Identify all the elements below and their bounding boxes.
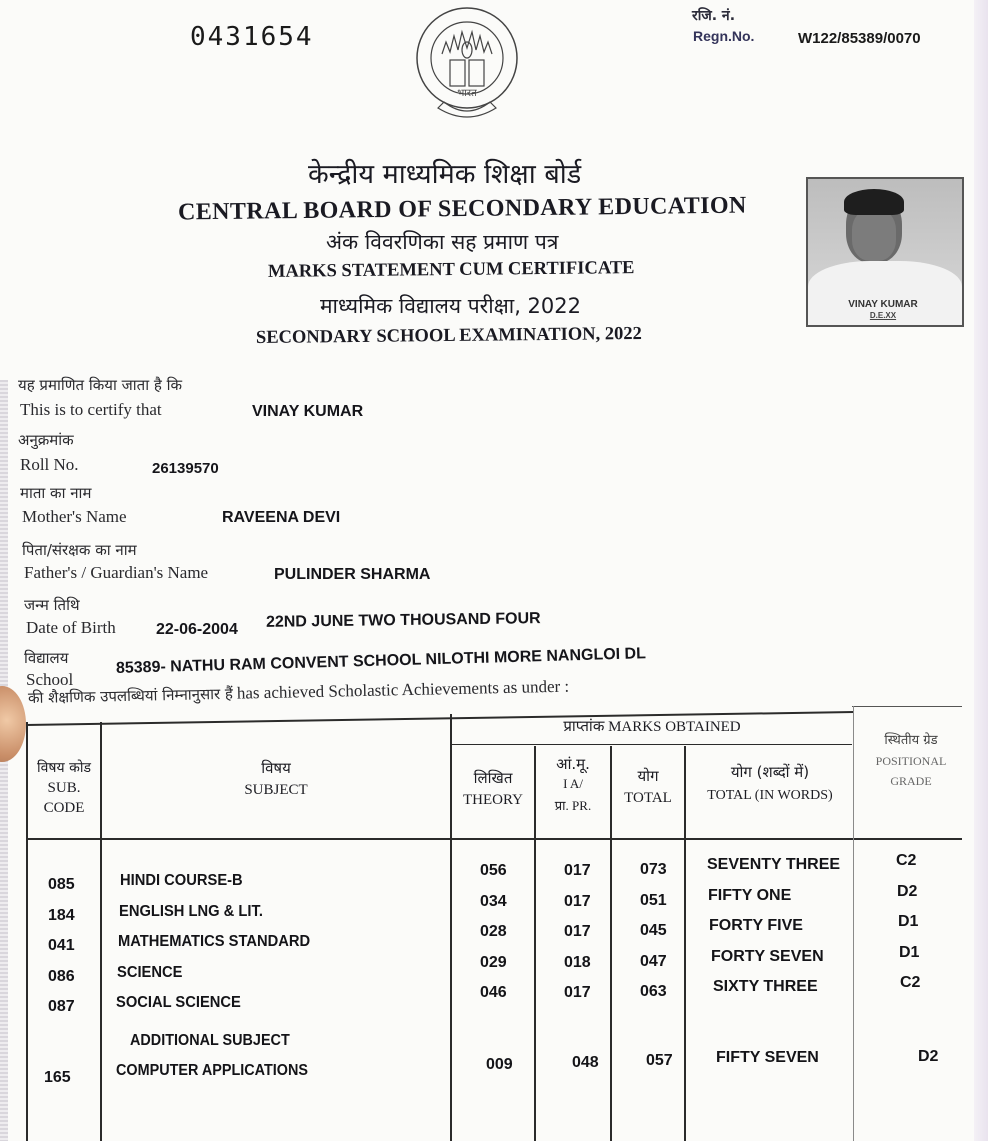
cell-grade: D2 xyxy=(897,882,918,900)
cell-total: 047 xyxy=(640,952,667,970)
regn-label-hindi: रजि. नं. xyxy=(692,8,736,24)
cell-grade: D2 xyxy=(918,1048,939,1065)
cell-theory: 056 xyxy=(480,862,507,879)
cbse-seal-logo xyxy=(414,2,520,120)
paper-edge-shadow xyxy=(974,0,988,1141)
cell-subject: ENGLISH LNG & LIT. xyxy=(119,902,263,920)
achievement-hindi: की शैक्षणिक उपलब्धियां निम्नानुसार हैं xyxy=(27,684,234,707)
cell-subject: HINDI COURSE-B xyxy=(120,872,243,889)
cell-total: 073 xyxy=(640,861,667,878)
mother-name: RAVEENA DEVI xyxy=(222,509,341,526)
cell-words: FIFTY SEVEN xyxy=(716,1049,819,1066)
cell-ia: 018 xyxy=(564,953,591,971)
cell-code: 041 xyxy=(48,937,75,954)
header-total: TOTAL xyxy=(624,790,672,806)
header-ia-hindi: आं.मू. xyxy=(556,755,590,773)
dob-label-hindi: जन्म तिथि xyxy=(24,596,80,614)
serial-number: 0431654 xyxy=(190,22,314,52)
cell-code: 087 xyxy=(48,998,75,1015)
certify-label-hindi: यह प्रमाणित किया जाता है कि xyxy=(18,376,182,394)
cell-theory: 029 xyxy=(480,953,507,971)
cell-ia: 017 xyxy=(564,892,591,910)
cell-subject: COMPUTER APPLICATIONS xyxy=(116,1062,309,1079)
cell-grade: C2 xyxy=(900,974,921,991)
roll-label-hindi: अनुक्रमांक xyxy=(18,431,74,449)
header-subject: SUBJECT xyxy=(244,782,308,798)
cell-code: 184 xyxy=(48,906,75,924)
cell-ia: 048 xyxy=(572,1054,599,1071)
regn-number: W122/85389/0070 xyxy=(798,30,921,47)
exam-name: SECONDARY SCHOOL EXAMINATION, 2022 xyxy=(255,323,642,349)
cell-subject: SOCIAL SCIENCE xyxy=(116,994,241,1011)
candidate-name: VINAY KUMAR xyxy=(252,403,364,420)
cell-subject: MATHEMATICS STANDARD xyxy=(118,933,311,950)
cell-ia: 017 xyxy=(564,923,591,940)
father-name: PULINDER SHARMA xyxy=(274,566,431,583)
cell-total: 051 xyxy=(640,891,667,909)
school-label: School xyxy=(26,670,74,689)
cell-ia: 017 xyxy=(564,984,591,1001)
achievement-line xyxy=(28,677,570,708)
father-label: Father's / Guardian's Name xyxy=(24,563,209,582)
cell-grade: D1 xyxy=(899,943,920,961)
cell-theory: 009 xyxy=(486,1056,513,1073)
mother-label: Mother's Name xyxy=(22,507,127,526)
photo-caption-sub: D.E.XX xyxy=(869,311,897,320)
document-title: MARKS STATEMENT CUM CERTIFICATE xyxy=(267,258,635,282)
photo-caption: VINAY KUMAR xyxy=(848,299,918,310)
exam-name-hindi: माध्यमिक विद्यालय परीक्षा, 2022 xyxy=(320,294,581,318)
school-name: 85389- NATHU RAM CONVENT SCHOOL NILOTHI MORE NANGLOI DL xyxy=(115,645,647,677)
cell-code: 085 xyxy=(48,876,75,893)
cell-words: FORTY FIVE xyxy=(709,917,803,934)
cell-grade: C2 xyxy=(896,852,917,869)
header-grade-2: GRADE xyxy=(890,774,932,788)
cell-total: 045 xyxy=(640,922,667,939)
roll-number: 26139570 xyxy=(152,460,219,477)
cell-words: SIXTY THREE xyxy=(713,978,818,995)
seal-text: भारत xyxy=(457,88,477,99)
cell-words: FIFTY ONE xyxy=(708,886,792,904)
candidate-photo xyxy=(806,177,964,327)
certify-label: This is to certify that xyxy=(20,400,162,419)
header-grade-1: POSITIONAL xyxy=(875,754,947,768)
cell-code: 086 xyxy=(48,967,75,985)
header-code-hindi: विषय कोड xyxy=(37,760,91,776)
header-words: TOTAL (IN WORDS) xyxy=(707,788,833,803)
header-words-hindi: योग (शब्दों में) xyxy=(730,763,810,781)
cell-subject: SCIENCE xyxy=(117,963,183,981)
header-total-hindi: योग xyxy=(637,767,659,785)
header-ia: I A/ xyxy=(563,776,583,791)
cell-words: SEVENTY THREE xyxy=(707,856,841,873)
header-subject-hindi: विषय xyxy=(261,759,291,777)
header-theory: THEORY xyxy=(463,792,523,808)
header-code-1: SUB. xyxy=(47,780,81,796)
cell-code: 165 xyxy=(44,1069,71,1086)
dob-value: 22-06-2004 xyxy=(156,621,238,638)
board-name-hindi: केन्द्रीय माध्यमिक शिक्षा बोर्ड xyxy=(308,159,582,190)
dob-words: 22ND JUNE TWO THOUSAND FOUR xyxy=(265,610,541,631)
header-grade-hindi: स्थितीय ग्रेड xyxy=(884,733,938,748)
cell-total: 057 xyxy=(646,1052,673,1069)
mother-label-hindi: माता का नाम xyxy=(20,484,92,502)
cell-grade: D1 xyxy=(898,913,919,930)
additional-subject-label: ADDITIONAL SUBJECT xyxy=(130,1032,290,1049)
dob-label: Date of Birth xyxy=(26,618,116,637)
roll-label: Roll No. xyxy=(20,455,79,474)
thumb-holding-paper xyxy=(0,686,26,762)
board-name: CENTRAL BOARD OF SECONDARY EDUCATION xyxy=(177,192,747,226)
achievement-text: has achieved Scholastic Achievements as under : xyxy=(236,676,570,703)
header-ia-pr: प्रा. PR. xyxy=(554,798,592,813)
cell-words: FORTY SEVEN xyxy=(711,947,824,965)
cell-ia: 017 xyxy=(564,862,591,879)
document-title-hindi: अंक विवरणिका सह प्रमाण पत्र xyxy=(326,230,559,254)
header-code-2: CODE xyxy=(43,800,85,816)
header-marks-obtained: प्राप्तांक MARKS OBTAINED xyxy=(563,719,741,735)
school-label-hindi: विद्यालय xyxy=(24,649,69,667)
cell-theory: 046 xyxy=(480,984,507,1001)
cell-theory: 028 xyxy=(480,923,507,940)
cell-total: 063 xyxy=(640,983,667,1000)
header-theory-hindi: लिखित xyxy=(473,769,513,787)
cell-theory: 034 xyxy=(480,892,507,910)
father-label-hindi: पिता/संरक्षक का नाम xyxy=(22,541,137,559)
regn-label: Regn.No. xyxy=(693,28,755,44)
